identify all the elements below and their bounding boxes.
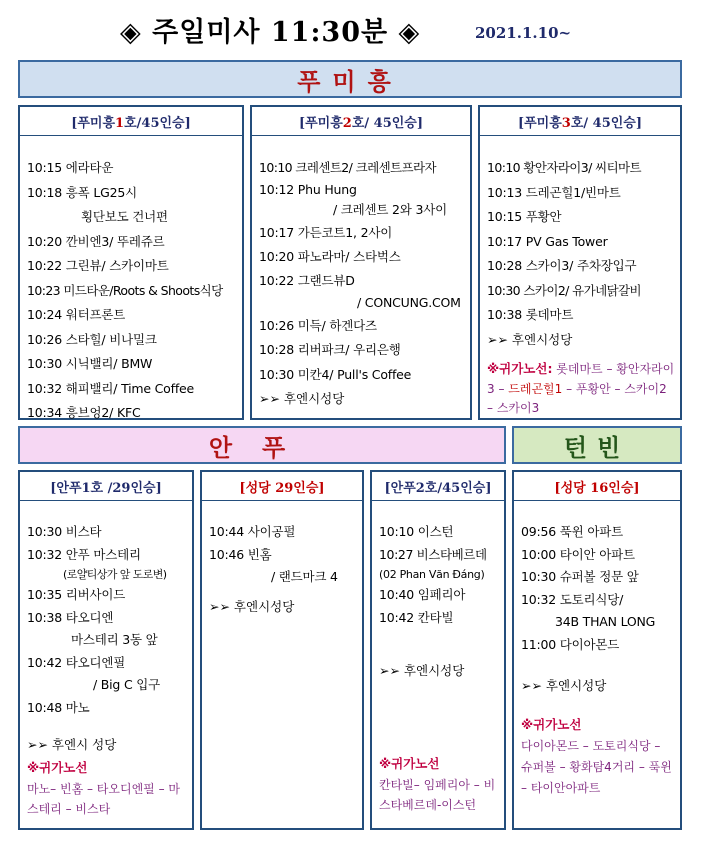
bus-heading: [안푸2호/45인승] [384,481,492,496]
bus-box-anpu-1 [18,470,194,830]
stop-line: 10:42 칸타빌 [379,609,454,625]
stop-line: / Big C 입구 [93,677,160,692]
destination: ➢➢ 후엔시 성당 [27,737,117,752]
stop-line: 10:30 미칸4/ Pull's Coffee [259,366,412,382]
stop-line: 10:28 스카이3/ 주차장입구 [487,258,637,273]
stop-line: 10:12 Phu Hung [259,181,357,197]
stop-line: 10:30 비스타 [27,524,102,539]
stop-line: 10:46 빈홈 [209,546,272,562]
stop-line: 10:48 마노 [27,699,90,715]
stop-line: 10:13 드레곤힐1/빈마트 [487,184,621,200]
bus-box-pumihung-3 [478,105,682,420]
stop-line: 10:26 미득/ 하겐다즈 [259,317,377,333]
bus-heading: [안푸1호 /29인승] [50,481,162,496]
stop-line: 10:10 이스턴 [379,524,454,539]
stop-line: 10:30 시닉밸리/ BMW [27,356,153,371]
bus-box-anpu-2 [370,470,506,830]
bus-heading: [성당 16인승] [554,481,640,496]
stop-line: / 랜드마크 4 [271,569,338,584]
page-title: ◈ 주일미사 11:30분 ◈ [120,17,421,48]
bus-heading: [푸미흥3호/ 45인승] [517,116,643,131]
return-route-note: 칸타빌– 임페리아 – 비스타베르데-이스턴 [379,778,496,812]
stop-line: 10:35 리버사이드 [27,587,126,602]
destination: ➢➢ 후엔시성당 [487,331,573,347]
stop-line: 10:32 안푸 마스테리 [27,546,141,562]
stop-line: 10:20 깐비엔3/ 뚜레쥬르 [27,233,165,249]
destination: ➢➢ 후엔시성당 [521,678,607,693]
stop-line: / CONCUNG.COM [357,294,461,310]
bus-box-pumihung-1 [18,105,244,420]
bus-box-church-29 [200,470,364,830]
section-banner-tanbinh: 턴빈 [512,426,682,464]
bus-box-pumihung-2 [250,105,472,420]
stop-line: 34B THAN LONG [555,614,656,629]
stop-line: 10:10 크레센트2/ 크레센트프라자 [259,160,436,175]
stop-line: 10:38 롯데마트 [487,307,574,322]
stop-line: 10:26 스타힐/ 비나밀크 [27,331,157,347]
return-route-note: 다이아몬드 – 도토리식당 – 슈퍼볼 – 황화탐4거리 – 푹윈 – 타이안아파트 [521,739,672,795]
destination: ➢➢ 후엔시성당 [259,391,345,406]
return-route-title: ※귀가노선 [27,760,88,775]
bus-heading: [푸미흥1호/45인승] [71,116,191,131]
stop-line: 10:24 워터프론트 [27,307,126,322]
return-route-note: 마노– 빈홈 – 타오디엔필 – 마스테리 – 비스타 [27,782,180,816]
stop-line: 10:38 타오디엔 [27,609,114,625]
stop-line: 10:20 파노라마/ 스타벅스 [259,249,401,264]
bus-heading: [성당 29인승] [239,481,325,496]
stop-line: 10:34 흥브엉2/ KFC [27,405,141,420]
stop-line: 10:17 가든코트1, 2사이 [259,224,393,240]
stop-line: 10:27 비스타베르데 [379,546,487,562]
stop-line: 10:40 임페리아 [379,587,466,602]
stop-line: 10:32 해피밸리/ Time Coffee [27,380,195,396]
destination: ➢➢ 후엔시성당 [379,663,465,678]
return-route-note: ※귀가노선: 롯데마트 – 황안자라이3 – 드레곤힐1 – 푸황안 – 스카이2 – 스카이3 [487,360,675,415]
stop-line: 10:15 푸황안 [487,209,562,224]
stop-line: 10:28 리버파크/ 우리은행 [259,342,401,357]
stop-line: 10:23 미드타운/Roots & Shoots식당 [27,282,223,298]
bus-box-church-16 [512,470,682,830]
stop-line: 09:56 푹윈 아파트 [521,524,623,539]
stop-line: 10:30 스카이2/ 유가네닭갈비 [487,282,642,298]
stop-line: 11:00 다이아몬드 [521,636,620,652]
stop-line: 횡단보도 건너편 [81,209,168,224]
destination: ➢➢ 후엔시성당 [209,598,295,614]
stop-line: / 크레센트 2와 3사이 [333,201,447,217]
stop-line: (로얄티상가 앞 도로변) [63,568,167,581]
stop-line: 10:22 그랜드뷰D [259,272,355,288]
stop-line: 10:15 에라타운 [27,160,114,175]
stop-line: 10:22 그린뷰/ 스카이마트 [27,258,169,273]
stop-line: 10:18 흥폭 LG25시 [27,184,137,200]
stop-line: 10:10 황안자라이3/ 씨티마트 [487,160,642,175]
stop-line: 10:44 사이공펄 [209,524,296,539]
stop-line: 10:30 슈퍼볼 정문 앞 [521,569,639,584]
section-banner-pumihung: 푸미흥 [18,60,682,98]
return-route-title: ※귀가노선 [521,717,582,732]
stop-line: 마스테리 3동 앞 [71,632,158,647]
stop-line: 10:17 PV Gas Tower [487,233,608,249]
page-date: 2021.1.10~ [475,24,572,42]
section-banner-anpu: 안푸 [18,426,506,464]
bus-heading: [푸미흥2호/ 45인승] [298,116,424,131]
title-row [0,8,707,52]
return-route-title: ※귀가노선 [379,756,440,771]
stop-line: 10:42 타오디엔필 [27,654,126,670]
stop-line: 10:00 타이안 아파트 [521,546,635,562]
stop-line: 10:32 도토리식당/ [521,591,624,607]
stop-line: (02 Phan Văn Đáng) [379,568,485,581]
